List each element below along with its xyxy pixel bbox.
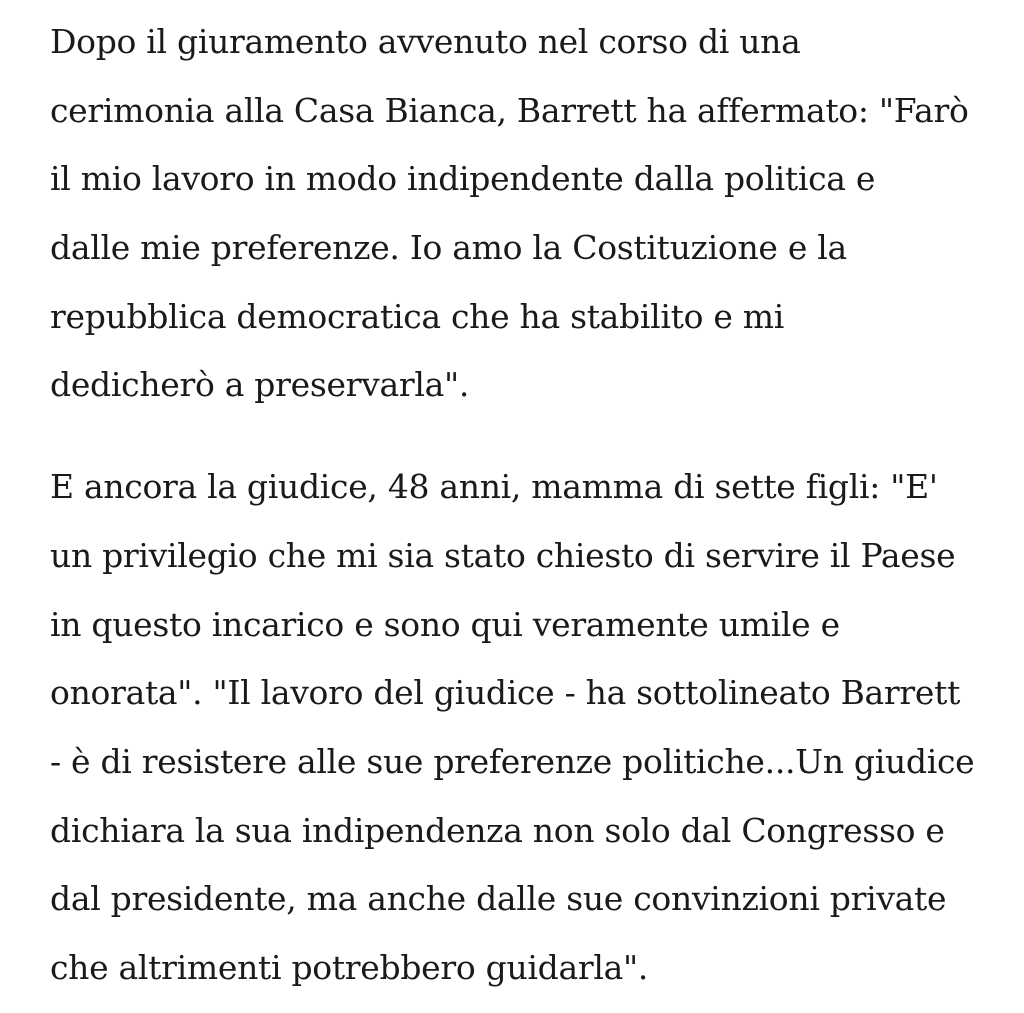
paragraph-2-line-5: - è di resistere alle sue preferenze politiche...Un giudice <box>50 741 975 781</box>
paragraph-1-line-2: cerimonia alla Casa Bianca, Barrett ha affermato: "Farò <box>50 90 969 130</box>
paragraph-2-line-3: in questo incarico e sono qui veramente umile e <box>50 604 840 644</box>
paragraph-2 <box>50 453 990 1003</box>
paragraph-1-line-4: dalle mie preferenze. Io amo la Costituzione e la <box>50 228 847 268</box>
paragraph-1-line-1: Dopo il giuramento avvenuto nel corso di una <box>50 22 801 61</box>
paragraph-1-line-3: il mio lavoro in modo indipendente dalla politica e <box>50 159 876 199</box>
paragraph-2-line-7: dal presidente, ma anche dalle sue convinzioni private <box>50 879 947 919</box>
paragraph-2-line-6: dichiara la sua indipendenza non solo dal Congresso e <box>50 810 945 850</box>
paragraph-2-line-2: un privilegio che mi sia stato chiesto di servire il Paese <box>50 535 956 575</box>
article-body <box>50 8 990 1003</box>
paragraph-1 <box>50 8 990 420</box>
paragraph-2-line-8: che altrimenti potrebbero guidarla". <box>50 947 649 987</box>
paragraph-1-line-5: repubblica democratica che ha stabilito e mi <box>50 296 785 336</box>
paragraph-1-line-6: dedicherò a preservarla". <box>50 365 470 405</box>
paragraph-2-line-1: E ancora la giudice, 48 anni, mamma di sette figli: "E' <box>50 467 938 507</box>
paragraph-2-line-4: onorata". "Il lavoro del giudice - ha sottolineato Barrett <box>50 673 961 713</box>
